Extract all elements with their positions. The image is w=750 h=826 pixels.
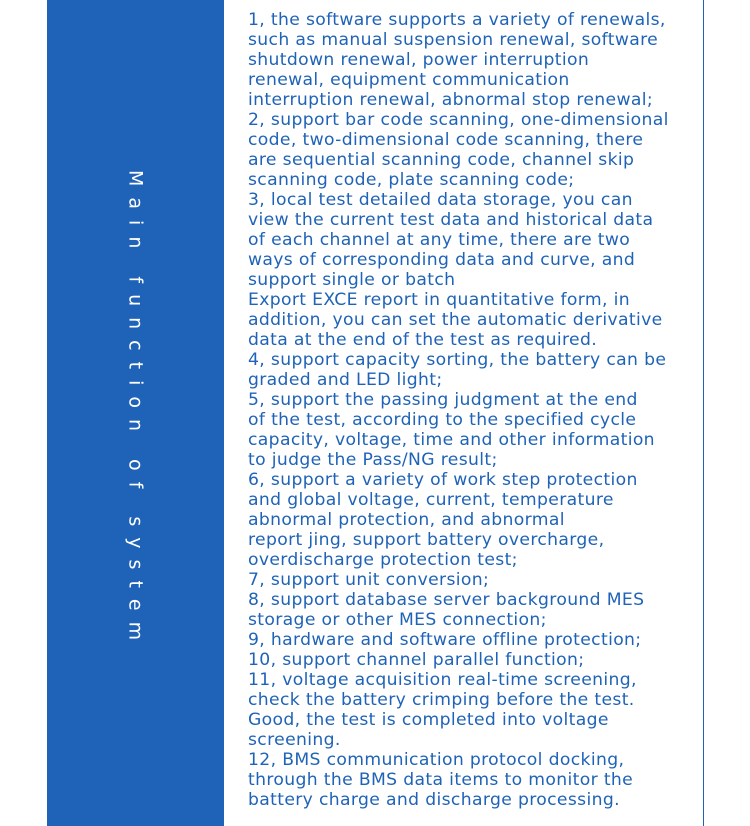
- function-text-line: battery charge and discharge processing.: [248, 790, 620, 810]
- function-text-line: storage or other MES connection;: [248, 610, 547, 630]
- function-text-line: graded and LED light;: [248, 370, 443, 390]
- function-text-line: screening.: [248, 730, 341, 750]
- function-text-line: 3, local test detailed data storage, you can: [248, 190, 633, 210]
- right-divider: [703, 0, 704, 826]
- function-text-line: of the test, according to the specified cycle: [248, 410, 637, 430]
- function-text-line: 10, support channel parallel function;: [248, 650, 585, 670]
- side-panel: [47, 0, 224, 826]
- function-text-line: 9, hardware and software offline protection;: [248, 630, 642, 650]
- function-text-line: 7, support unit conversion;: [248, 570, 490, 590]
- function-text-line: shutdown renewal, power interruption: [248, 50, 590, 70]
- function-text-line: to judge the Pass/NG result;: [248, 450, 498, 470]
- function-text-line: code, two-dimensional code scanning, there: [248, 130, 644, 150]
- function-text-line: view the current test data and historical data: [248, 210, 654, 230]
- function-text-line: Export EXCE report in quantitative form, in: [248, 290, 630, 310]
- function-text-line: 1, the software supports a variety of renewals,: [248, 10, 666, 30]
- function-text-line: addition, you can set the automatic derivative: [248, 310, 663, 330]
- function-text-line: 2, support bar code scanning, one-dimensional: [248, 110, 669, 130]
- function-text-line: 6, support a variety of work step protection: [248, 470, 638, 490]
- function-text-line: check the battery crimping before the test.: [248, 690, 635, 710]
- function-text-line: 12, BMS communication protocol docking,: [248, 750, 625, 770]
- function-text-line: interruption renewal, abnormal stop renewal;: [248, 90, 654, 110]
- function-text-line: overdischarge protection test;: [248, 550, 518, 570]
- function-text-line: Good, the test is completed into voltage: [248, 710, 609, 730]
- function-text-line: are sequential scanning code, channel skip: [248, 150, 635, 170]
- function-list: [248, 10, 700, 810]
- function-text-line: abnormal protection, and abnormal: [248, 510, 565, 530]
- function-text-line: data at the end of the test as required.: [248, 330, 598, 350]
- function-text-line: of each channel at any time, there are two: [248, 230, 631, 250]
- function-text-line: support single or batch: [248, 270, 456, 290]
- side-title: Main function of system: [124, 170, 147, 652]
- function-text-line: renewal, equipment communication: [248, 70, 570, 90]
- function-text-line: 4, support capacity sorting, the battery can be: [248, 350, 667, 370]
- function-text-line: report jing, support battery overcharge,: [248, 530, 605, 550]
- function-text-line: 8, support database server background MES: [248, 590, 645, 610]
- function-text-line: 11, voltage acquisition real-time screening,: [248, 670, 637, 690]
- function-text-line: capacity, voltage, time and other information: [248, 430, 655, 450]
- function-text-line: such as manual suspension renewal, software: [248, 30, 659, 50]
- function-text-line: and global voltage, current, temperature: [248, 490, 614, 510]
- function-text-line: 5, support the passing judgment at the end: [248, 390, 638, 410]
- function-text-line: through the BMS data items to monitor the: [248, 770, 634, 790]
- function-text-line: ways of corresponding data and curve, and: [248, 250, 636, 270]
- function-text-line: scanning code, plate scanning code;: [248, 170, 575, 190]
